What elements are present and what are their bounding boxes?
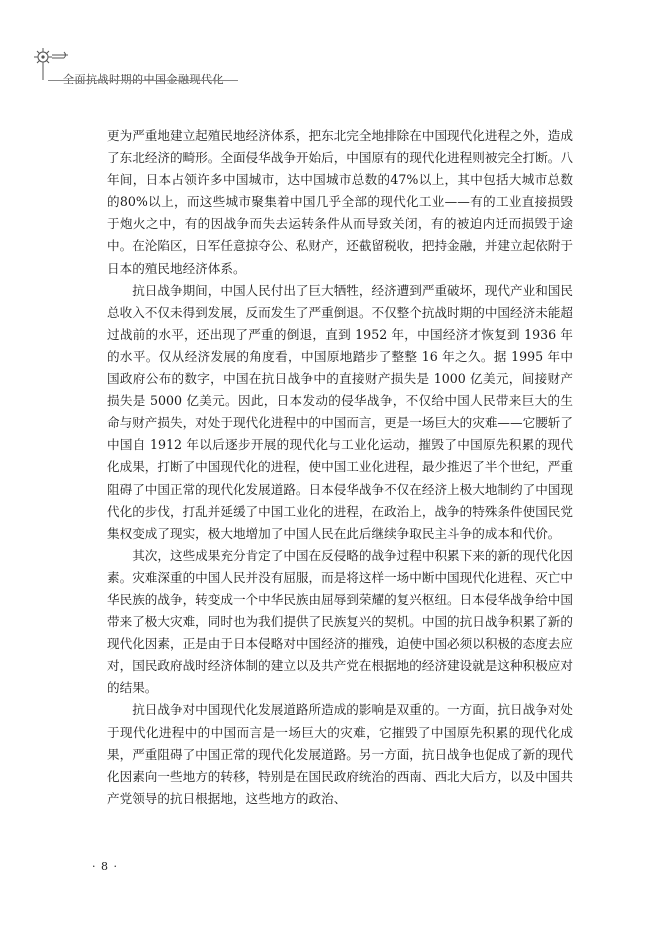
paragraph-3: 其次，这些成果充分肯定了中国在反侵略的战争过程中积累下来的新的现代化因素。灾难深重的中国人民并没有屈服，而是将这样一场中断中国现代化进程、灭亡中华民族的战争，转变成一个中华民族由屈辱到荣耀的复兴枢纽。日本侵华战争给中国带来了极大灾难，同时也为我们提供了民族复兴的契机。中国的抗日战争积累了新的现代化因素，正是由于日本侵略对中国经济的摧残，迫使中国必须以积极的态度去应对，国民政府战时经济体制的建立以及共产党在根据地的经济建设就是这种积极应对的结果。 <box>107 547 573 696</box>
running-title: 全面抗战时期的中国金融现代化 <box>63 73 224 86</box>
page-number: · 8 · <box>92 860 118 873</box>
header-divider <box>48 80 238 81</box>
page-header <box>28 44 288 84</box>
body-text <box>107 125 573 810</box>
paragraph-1: 更为严重地建立起殖民地经济体系，把东北完全地排除在中国现代化进程之外，造成了东北经济的畸形。全面侵华战争开始后，中国原有的现代化进程则被完全打断。八年间，日本占领许多中国城市，达中国城市总数的47%以上，其中包括大城市总数的80%以上，而这些城市聚集着中国几乎全部的现代化工业——有的工业直接损毁于炮火之中，有的因战争而失去运转条件从而导致关闭，有的被迫内迁而损毁于途中。在沦陷区，日军任意掠夺公、私财产，还截留税收，把持金融，并建立起依附于日本的殖民地经济体系。 <box>107 128 573 276</box>
paragraph-4: 抗日战争对中国现代化发展道路所造成的影响是双重的。一方面，抗日战争对处于现代化进程中的中国而言是一场巨大的灾难，它摧毁了中国原先积累的现代化成果，严重阻碍了中国正常的现代化发展道路。另一方面，抗日战争也促成了新的现代化因素向一些地方的转移，特别是在国民政府统治的西南、西北大后方，以及中国共产党领导的抗日根据地，这些地方的政治、 <box>107 702 573 806</box>
paragraph-2: 抗日战争期间，中国人民付出了巨大牺牲，经济遭到严重破坏，现代产业和国民总收入不仅未得到发展，反而发生了严重倒退。不仅整个抗战时期的中国经济未能超过战前的水平，还出现了严重的倒退，直到 1952 年，中国经济才恢复到 1936 年的水平。仅从经济发展的角度看，中国原地踏步了整整 16 年之久。据 1995 年中国政府公布的数字，中国在抗日战争中的直接财产损失是 1000 亿美元，间接财产损失是 5000 亿美元。因此，日本发动的侵华战争，不仅给中国人民带来巨大的生命与财产损失，对处于现代化进程中的中国而言，更是一场巨大的灾难——它腰斩了中国自 1912 年以后逐步开展的现代化与工业化运动，摧毁了中国原先积累的现代化成果，打断了中国现代化的进程，使中国工业化进程，最少推迟了半个世纪，严重阻碍了中国正常的现代化发展道路。日本侵华战争不仅在经济上极大地制约了中国现代化的步伐，打乱并延缓了中国工业化的进程，在政治上，战争的特殊条件使国民党集权变成了现实，极大地增加了中国人民在此后继续争取民主斗争的成本和代价。 <box>107 282 573 541</box>
